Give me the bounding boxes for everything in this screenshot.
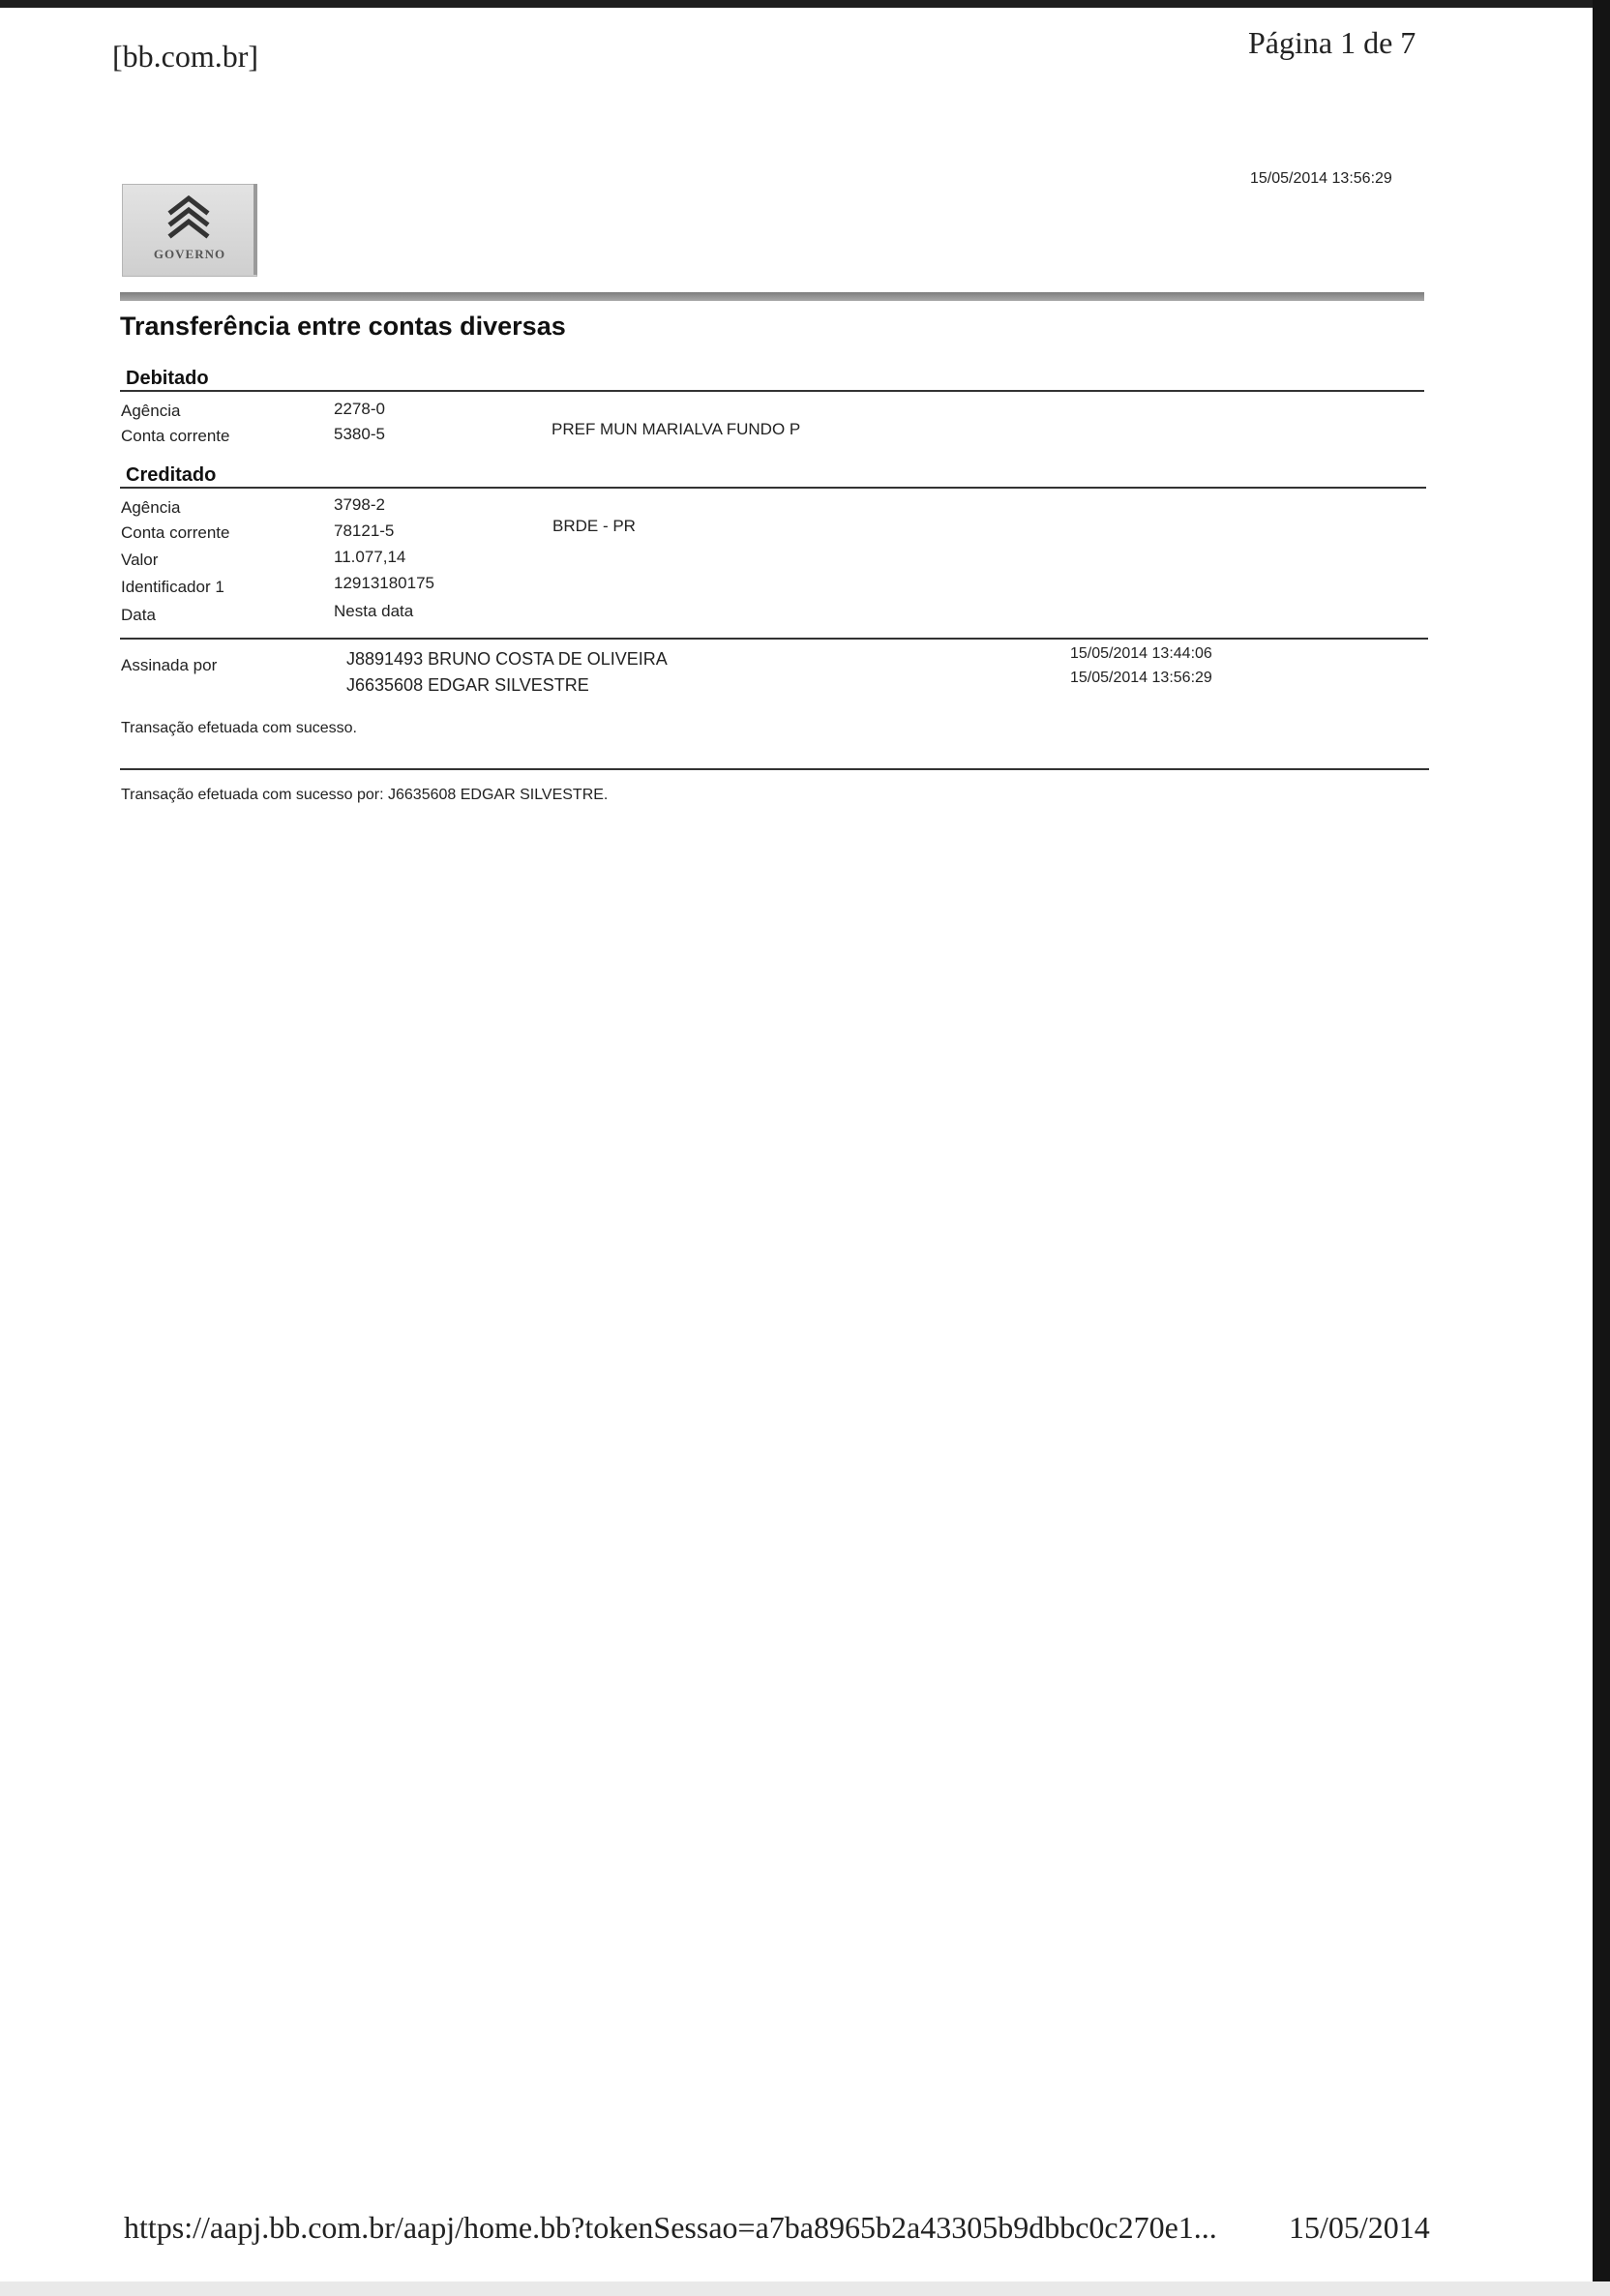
divider [120, 768, 1429, 770]
credit-agency-value: 3798-2 [334, 495, 385, 514]
signer-name: J6635608 EDGAR SILVESTRE [346, 675, 589, 695]
section-heading-debitado: Debitado [126, 368, 209, 389]
date-value: Nesta data [334, 602, 414, 620]
governo-logo [122, 184, 257, 277]
footer-message: Transação efetuada com sucesso por: J6635608 EDGAR SILVESTRE. [121, 787, 609, 803]
scan-border-right [1593, 0, 1610, 2296]
date-label: Data [121, 606, 156, 624]
credit-account-holder: BRDE - PR [552, 517, 636, 535]
amount-label: Valor [121, 551, 159, 569]
page-number: Página 1 de 7 [1248, 25, 1416, 60]
logo-shadow [253, 184, 257, 275]
header-bar [120, 292, 1424, 301]
debit-agency-label: Agência [121, 402, 181, 420]
divider [120, 487, 1426, 489]
page-title: Transferência entre contas diversas [120, 312, 566, 341]
logo-label: GOVERNO [153, 247, 226, 261]
page-url: https://aapj.bb.com.br/aapj/home.bb?tokenSessao=a7ba8965b2a43305b9dbbc0c270e1... [124, 2210, 1217, 2245]
identifier-label: Identificador 1 [121, 578, 224, 596]
print-date: 15/05/2014 [1289, 2210, 1430, 2245]
scan-border-top [0, 0, 1610, 8]
signer-timestamp: 15/05/2014 13:44:06 [1070, 645, 1212, 662]
debit-account-label: Conta corrente [121, 427, 230, 445]
credit-agency-label: Agência [121, 498, 181, 517]
scan-border-bottom [0, 2281, 1610, 2296]
banco-do-brasil-logo-icon [164, 193, 214, 243]
site-label: [bb.com.br] [112, 39, 259, 74]
divider [120, 390, 1424, 392]
debit-account-holder: PREF MUN MARIALVA FUNDO P [552, 420, 801, 438]
divider [120, 638, 1428, 640]
credit-account-label: Conta corrente [121, 523, 230, 542]
debit-agency-value: 2278-0 [334, 400, 385, 418]
signed-by-label: Assinada por [121, 656, 218, 674]
signer-timestamp: 15/05/2014 13:56:29 [1070, 670, 1212, 686]
signer-name: J8891493 BRUNO COSTA DE OLIVEIRA [346, 649, 668, 669]
amount-value: 11.077,14 [334, 548, 406, 566]
credit-account-value: 78121-5 [334, 522, 395, 540]
identifier-value: 12913180175 [334, 574, 435, 592]
print-timestamp: 15/05/2014 13:56:29 [1250, 170, 1392, 187]
status-message: Transação efetuada com sucesso. [121, 720, 357, 736]
debit-account-value: 5380-5 [334, 425, 385, 443]
section-heading-creditado: Creditado [126, 464, 217, 486]
